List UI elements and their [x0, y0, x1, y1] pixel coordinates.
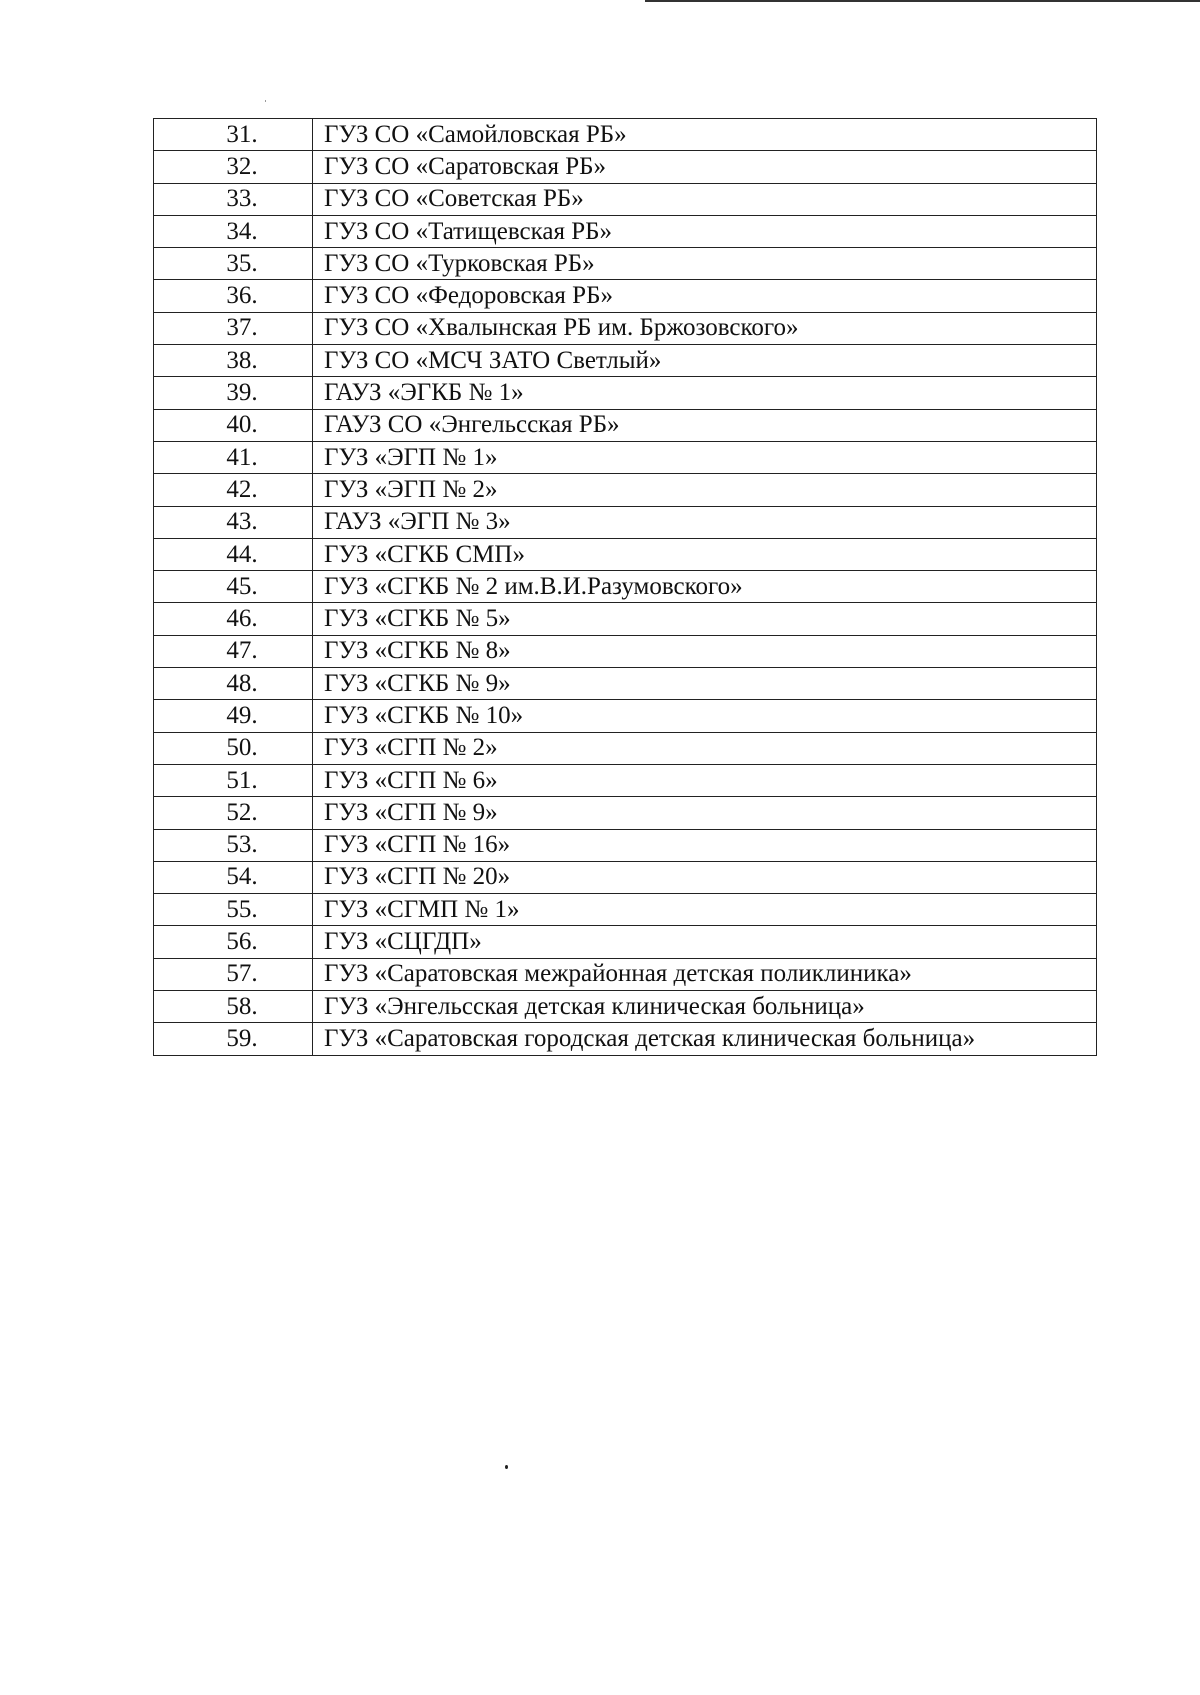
- row-number: 35.: [154, 248, 313, 280]
- row-number: 36.: [154, 280, 313, 312]
- table-row: [154, 409, 1097, 441]
- row-number: 40.: [154, 409, 313, 441]
- organization-name: ГУЗ «СГП № 6»: [313, 764, 1097, 796]
- organization-name: ГУЗ СО «Турковская РБ»: [313, 248, 1097, 280]
- table-row: [154, 1023, 1097, 1055]
- organization-name: ГУЗ СО «МСЧ ЗАТО Светлый»: [313, 345, 1097, 377]
- organization-name: ГУЗ СО «Татищевская РБ»: [313, 215, 1097, 247]
- row-number: 51.: [154, 764, 313, 796]
- organization-name: ГУЗ «СГКБ № 8»: [313, 635, 1097, 667]
- organizations-table-body: [154, 119, 1097, 1056]
- organizations-table: [153, 118, 1097, 1056]
- table-row: [154, 764, 1097, 796]
- table-row: [154, 474, 1097, 506]
- organization-name: ГУЗ «СГП № 2»: [313, 732, 1097, 764]
- table-row: [154, 635, 1097, 667]
- row-number: 37.: [154, 312, 313, 344]
- organization-name: ГУЗ «СГКБ СМП»: [313, 538, 1097, 570]
- organization-name: ГУЗ СО «Самойловская РБ»: [313, 119, 1097, 151]
- table-row: [154, 700, 1097, 732]
- organization-name: ГУЗ СО «Саратовская РБ»: [313, 151, 1097, 183]
- table-row: [154, 894, 1097, 926]
- organization-name: ГУЗ «Саратовская межрайонная детская поликлиника»: [313, 958, 1097, 990]
- table-row: [154, 829, 1097, 861]
- organization-name: ГУЗ «Саратовская городская детская клиническая больница»: [313, 1023, 1097, 1055]
- table-row: [154, 732, 1097, 764]
- organization-name: ГАУЗ «ЭГП № 3»: [313, 506, 1097, 538]
- organization-name: ГУЗ «СГКБ № 9»: [313, 668, 1097, 700]
- table-row: [154, 280, 1097, 312]
- organization-name: ГУЗ «СГМП № 1»: [313, 894, 1097, 926]
- row-number: 50.: [154, 732, 313, 764]
- table-row: [154, 668, 1097, 700]
- row-number: 43.: [154, 506, 313, 538]
- row-number: 34.: [154, 215, 313, 247]
- row-number: 53.: [154, 829, 313, 861]
- table-row: [154, 377, 1097, 409]
- organization-name: ГУЗ «СЦГДП»: [313, 926, 1097, 958]
- row-number: 44.: [154, 538, 313, 570]
- row-number: 42.: [154, 474, 313, 506]
- table-row: [154, 312, 1097, 344]
- table-row: [154, 183, 1097, 215]
- organization-name: ГУЗ «СГКБ № 2 им.В.И.Разумовского»: [313, 571, 1097, 603]
- row-number: 55.: [154, 894, 313, 926]
- organization-name: ГУЗ СО «Советская РБ»: [313, 183, 1097, 215]
- organization-name: ГУЗ «СГП № 20»: [313, 861, 1097, 893]
- row-number: 56.: [154, 926, 313, 958]
- row-number: 59.: [154, 1023, 313, 1055]
- organization-name: ГУЗ «СГКБ № 10»: [313, 700, 1097, 732]
- organization-name: ГУЗ «СГП № 9»: [313, 797, 1097, 829]
- organization-name: ГУЗ СО «Хвалынская РБ им. Бржозовского»: [313, 312, 1097, 344]
- organization-name: ГАУЗ «ЭГКБ № 1»: [313, 377, 1097, 409]
- row-number: 33.: [154, 183, 313, 215]
- table-row: [154, 441, 1097, 473]
- table-row: [154, 797, 1097, 829]
- row-number: 58.: [154, 991, 313, 1023]
- table-row: [154, 926, 1097, 958]
- row-number: 41.: [154, 441, 313, 473]
- row-number: 52.: [154, 797, 313, 829]
- table-row: [154, 603, 1097, 635]
- row-number: 46.: [154, 603, 313, 635]
- row-number: 49.: [154, 700, 313, 732]
- row-number: 47.: [154, 635, 313, 667]
- table-row: [154, 248, 1097, 280]
- row-number: 31.: [154, 119, 313, 151]
- table-row: [154, 958, 1097, 990]
- organization-name: ГУЗ «ЭГП № 2»: [313, 474, 1097, 506]
- organization-name: ГУЗ «Энгельсская детская клиническая больница»: [313, 991, 1097, 1023]
- top-edge-rule: [645, 0, 1200, 2]
- table-row: [154, 571, 1097, 603]
- row-number: 45.: [154, 571, 313, 603]
- table-row: [154, 345, 1097, 377]
- table-row: [154, 506, 1097, 538]
- table-row: [154, 119, 1097, 151]
- row-number: 32.: [154, 151, 313, 183]
- row-number: 38.: [154, 345, 313, 377]
- scan-speck: [505, 1465, 508, 1469]
- table-row: [154, 991, 1097, 1023]
- row-number: 54.: [154, 861, 313, 893]
- organization-name: ГУЗ «СГП № 16»: [313, 829, 1097, 861]
- table-row: [154, 151, 1097, 183]
- table-row: [154, 538, 1097, 570]
- organization-name: ГАУЗ СО «Энгельсская РБ»: [313, 409, 1097, 441]
- table-row: [154, 215, 1097, 247]
- table-row: [154, 861, 1097, 893]
- scan-speck: [265, 100, 266, 102]
- organization-name: ГУЗ «ЭГП № 1»: [313, 441, 1097, 473]
- row-number: 48.: [154, 668, 313, 700]
- row-number: 57.: [154, 958, 313, 990]
- organization-name: ГУЗ «СГКБ № 5»: [313, 603, 1097, 635]
- organization-name: ГУЗ СО «Федоровская РБ»: [313, 280, 1097, 312]
- row-number: 39.: [154, 377, 313, 409]
